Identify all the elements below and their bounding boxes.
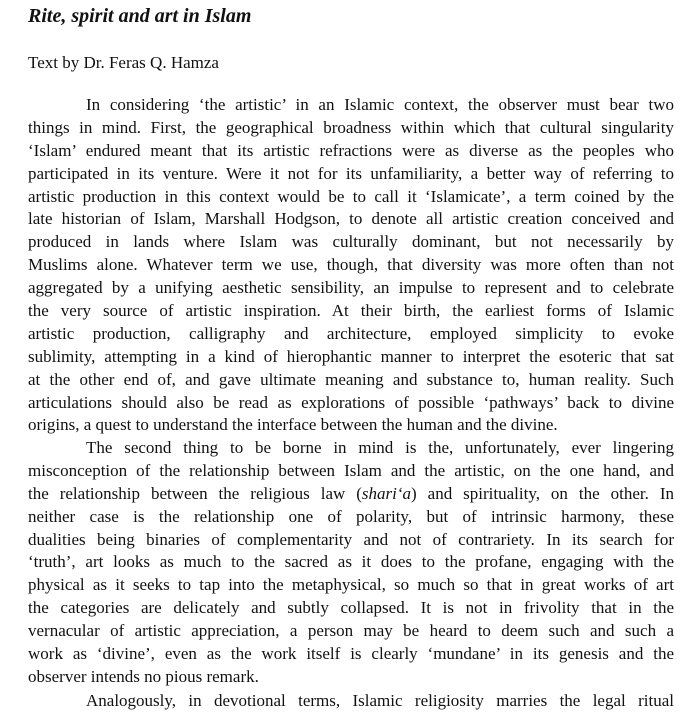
text-line: artistic production, calligraphy and architecture, employed simplicity to evoke [28, 323, 674, 343]
text-line: participated in its venture. Were it not for its unfamiliarity, a better way of referring to [28, 163, 674, 183]
text-line: physical as it seeks to tap into the metaphysical, so much so that in great works of art [28, 575, 674, 595]
text-line: aggregated by a unifying aesthetic sensibility, an impulse to represent and to celebrate [28, 278, 674, 298]
text-line: things in mind. First, the geographical broadness within which that cultural singularity [28, 117, 674, 137]
text-line: artistic production in this context would be to call it ‘Islamicate’, a term coined by the [28, 186, 674, 206]
text-line: work as ‘divine’, even as the work itself is clearly ‘mundane’ in its genesis and the [28, 644, 674, 664]
text-line: In considering ‘the artistic’ in an Islamic context, the observer must bear two [86, 95, 674, 114]
text-line-with-italic [28, 483, 674, 506]
author-byline: Text by Dr. Feras Q. Hamza [28, 53, 219, 72]
paragraph-3 [28, 690, 674, 713]
text-line: the categories are delicately and subtly collapsed. It is not in frivolity that in the [28, 598, 674, 618]
text-line: sublimity, attempting in a kind of hierophantic manner to interpret the esoteric that sat [28, 346, 674, 366]
text-line: Analogously, in devotional terms, Islamic religiosity marries the legal ritual [86, 691, 674, 710]
paragraph-2 [28, 437, 674, 689]
text-segment: the relationship between the religious law ( [28, 483, 362, 503]
text-line: observer intends no pious remark. [28, 666, 259, 686]
italic-term-shari-a: shari‘a [361, 483, 412, 503]
document-title: Rite, spirit and art in Islam [28, 5, 252, 27]
text-segment: ) and spirituality, on the other. In [411, 483, 674, 503]
paragraph-1 [28, 94, 674, 437]
text-line: vernacular of artistic appreciation, a person may be heard to deem such and such a [28, 621, 674, 641]
text-line: ‘Islam’ endured meant that its artistic refractions were as diverse as the peoples who [28, 140, 674, 160]
text-line: produced in lands where Islam was culturally dominant, but not necessarily by [28, 232, 674, 252]
text-line: ‘truth’, art looks as much to the sacred as it does to the profane, engaging with the [28, 552, 674, 572]
text-line: at the other end of, and gave ultimate meaning and substance to, human reality. Such [28, 369, 674, 389]
text-line: The second thing to be borne in mind is the, unfortunately, ever lingering [86, 438, 674, 457]
text-line: neither case is the relationship one of polarity, but of intrinsic harmony, these [28, 506, 674, 526]
text-line: articulations should also be read as explorations of possible ‘pathways’ back to divine [28, 392, 674, 412]
text-line: misconception of the relationship between Islam and the artistic, on the one hand, and [28, 460, 674, 480]
text-line: dualities being binaries of complementarity and not of contrariety. In its search for [28, 529, 674, 549]
text-line: origins, a quest to understand the interface between the human and the divine. [28, 415, 558, 435]
text-line: late historian of Islam, Marshall Hodgson, to denote all artistic creation conceived and [28, 209, 674, 229]
text-line: Muslims alone. Whatever term we use, though, that diversity was more often than not [28, 255, 674, 275]
text-line: the very source of artistic inspiration. At their birth, the earliest forms of Islamic [28, 301, 674, 321]
